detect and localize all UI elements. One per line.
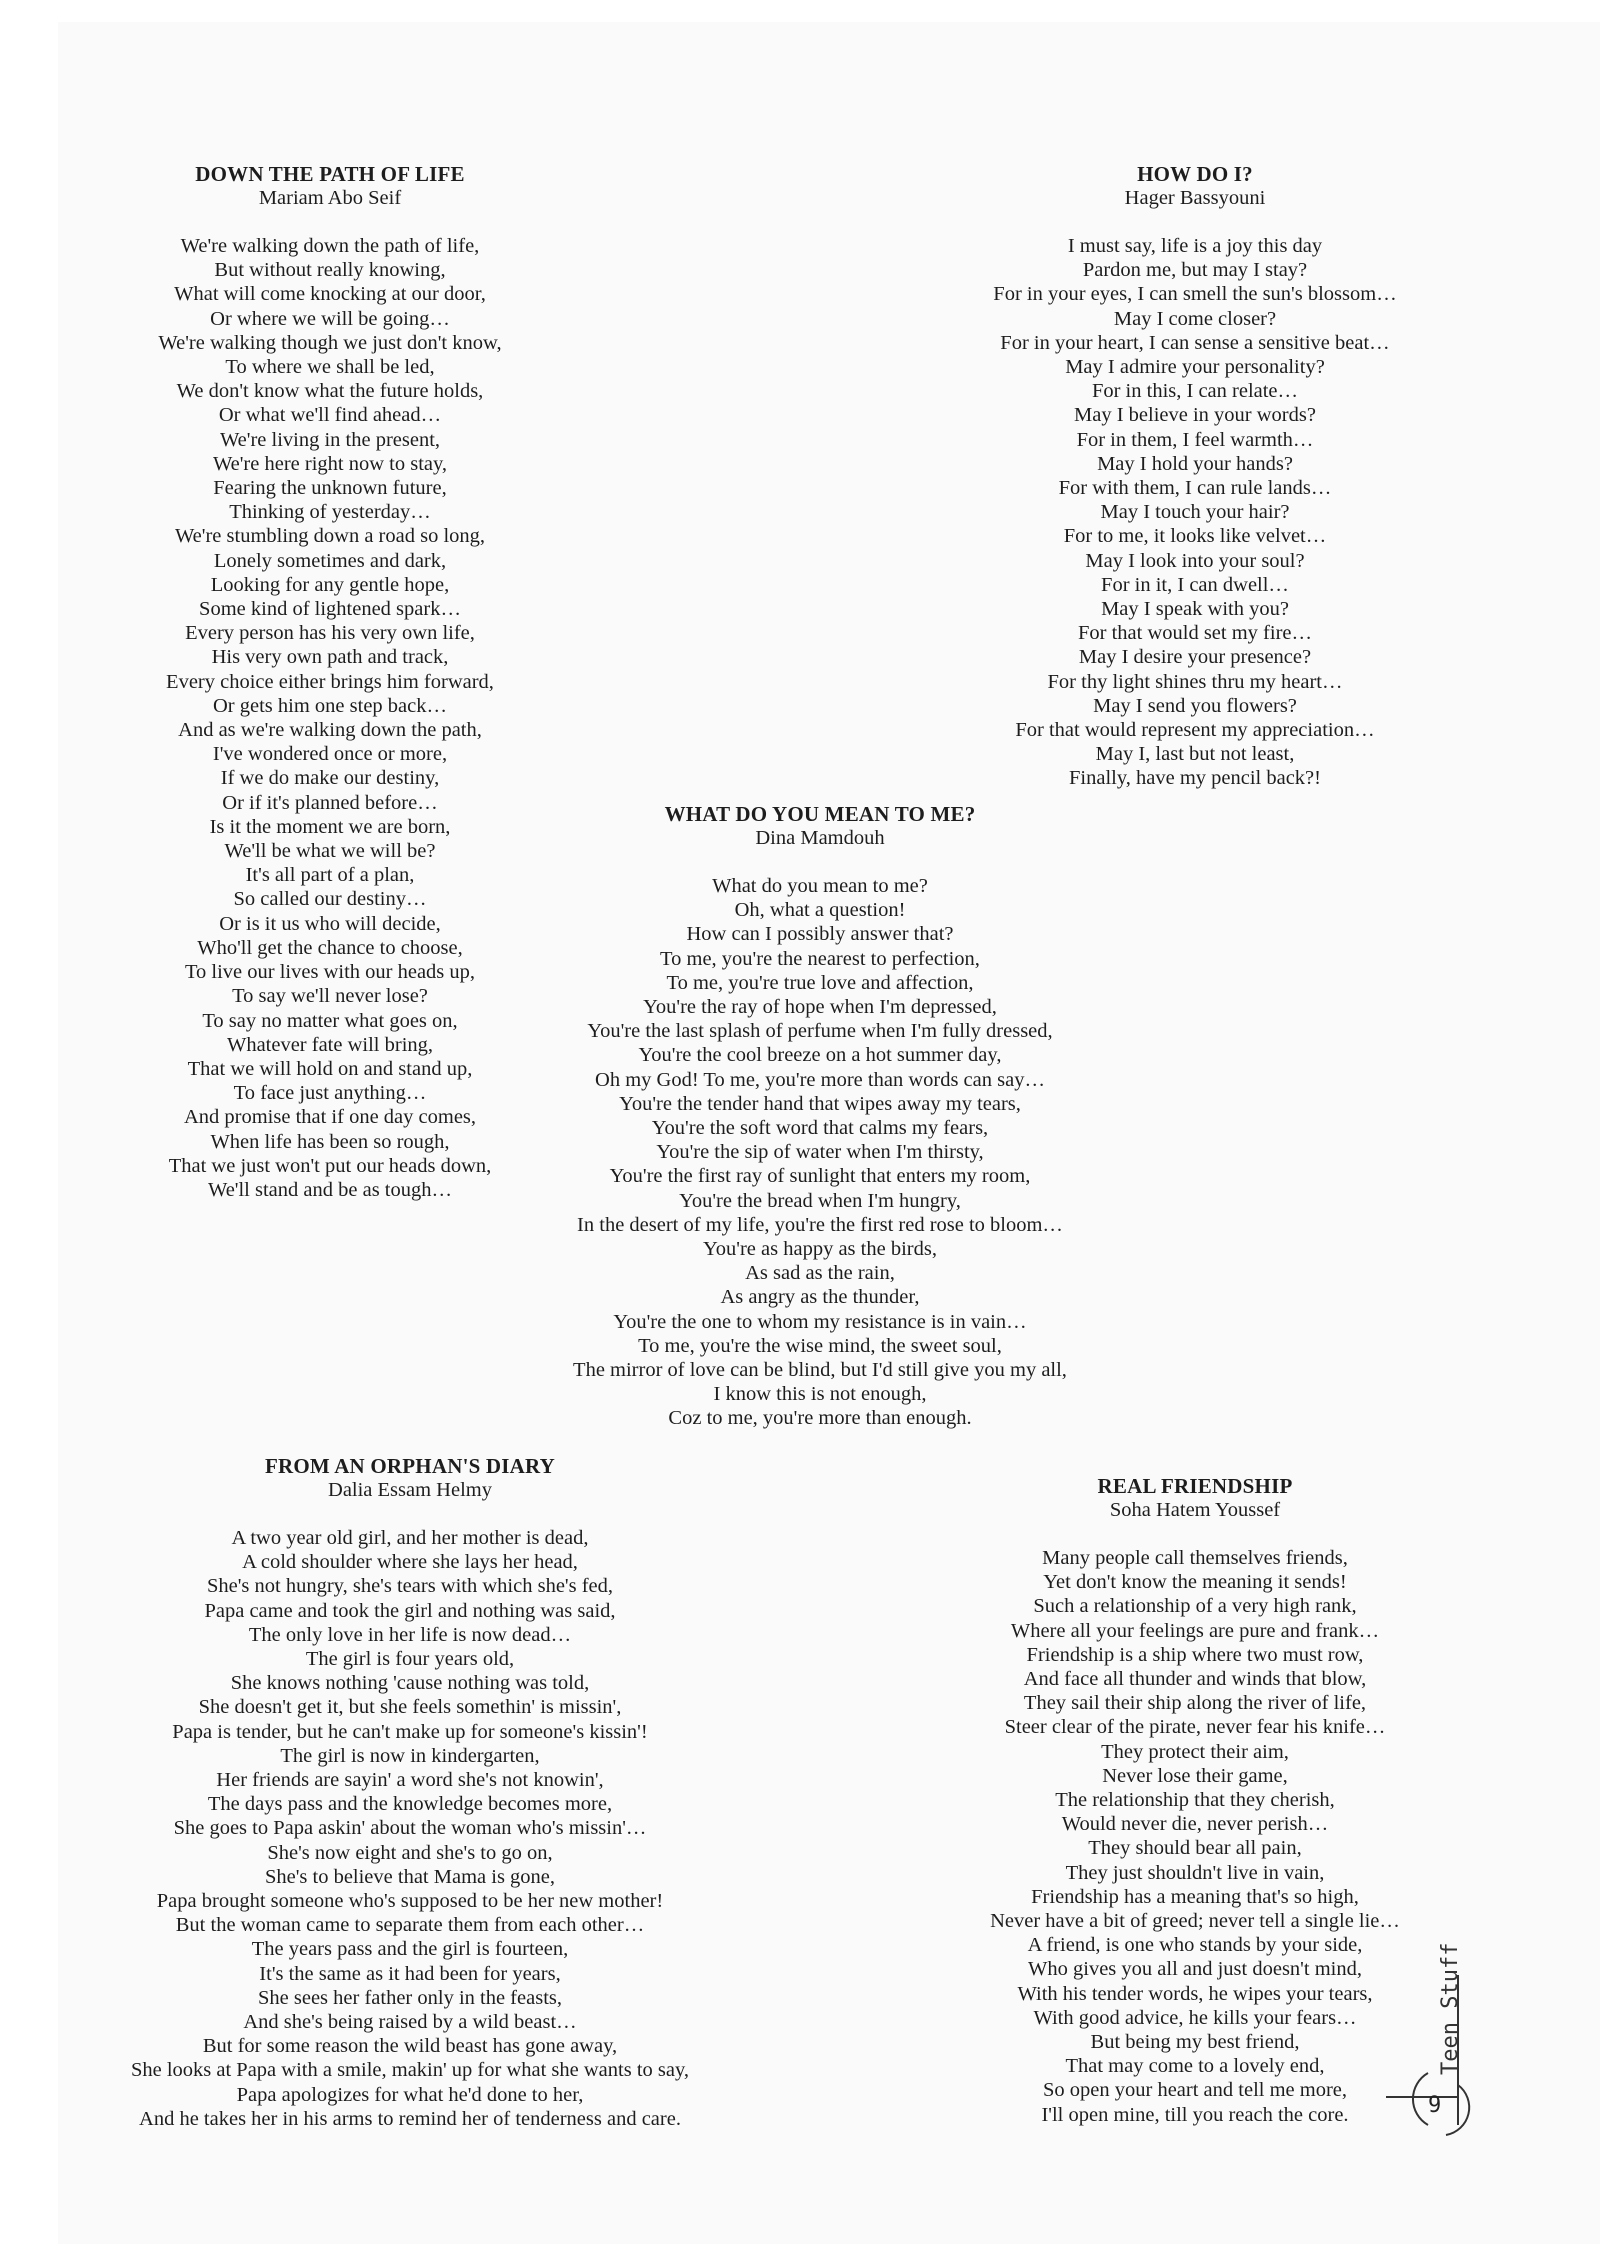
poem-line: Such a relationship of a very high rank, — [1033, 1595, 1357, 1618]
poem-line: With good advice, he kills your fears… — [1033, 2006, 1357, 2029]
poem-line: Papa came and took the girl and nothing was said, — [204, 1599, 616, 1622]
poem-line: Friendship is a ship where two must row, — [1026, 1643, 1364, 1666]
poem-line: That may come to a lovely end, — [1065, 2055, 1325, 2078]
poem-line: Or if it's planned before… — [222, 791, 438, 814]
poem-title: REAL FRIENDSHIP — [1097, 1474, 1293, 1498]
poem-line: Papa brought someone who's supposed to be her new mother! — [156, 1890, 664, 1913]
poem-line: Fearing the unknown future, — [213, 477, 447, 500]
poem-line: Never lose their game, — [1102, 1764, 1288, 1787]
poem-line: You're as happy as the birds, — [703, 1238, 937, 1261]
poem-line: And as we're walking down the path, — [178, 719, 482, 742]
poem-line: As sad as the rain, — [745, 1262, 895, 1285]
poem-line: May I look into your soul? — [1085, 549, 1305, 572]
poem-line: You're the cool breeze on a hot summer day, — [638, 1044, 1002, 1067]
poem-line: To me, you're the wise mind, the sweet soul, — [638, 1334, 1002, 1357]
poem-line: Or gets him one step back… — [213, 694, 447, 717]
poem-line: You're the soft word that calms my fears, — [651, 1117, 989, 1140]
poem-line: Every choice either brings him forward, — [166, 670, 494, 693]
poem-line: Coz to me, you're more than enough. — [668, 1407, 972, 1430]
poem-line: I'll open mine, till you reach the core. — [1041, 2103, 1349, 2126]
poem-line: We're living in the present, — [219, 428, 441, 451]
poem-line: For in this, I can relate… — [1091, 380, 1299, 403]
poem-line: Who'll get the chance to choose, — [197, 936, 463, 959]
poem-line: May I admire your personality? — [1065, 356, 1325, 379]
poem-line: That we just won't put our heads down, — [168, 1154, 492, 1177]
poem-line: We're here right now to stay, — [212, 452, 448, 475]
poem-author: Dina Mamdouh — [755, 827, 885, 849]
poem-line: The mirror of love can be blind, but I'd still give you my all, — [573, 1359, 1067, 1382]
poem-line: Steer clear of the pirate, never fear his knife… — [1004, 1716, 1386, 1739]
poem-line: May I, last but not least, — [1095, 743, 1295, 766]
poem-line: It's all part of a plan, — [245, 864, 415, 887]
poem-line: Papa is tender, but he can't make up for someone's kissin'! — [172, 1720, 648, 1743]
poem-line: When life has been so rough, — [210, 1130, 450, 1153]
poem-line: You're the ray of hope when I'm depressed, — [643, 996, 997, 1019]
poem-line: Oh my God! To me, you're more than words can say… — [595, 1068, 1045, 1091]
poem-line: Whatever fate will bring, — [226, 1033, 434, 1056]
poem-line: To me, you're true love and affection, — [666, 971, 974, 994]
poem-line: Finally, have my pencil back?! — [1069, 767, 1321, 790]
poem-lines — [110, 234, 550, 1202]
poem-line: For that would represent my appreciation… — [1015, 719, 1375, 742]
poem-line: May I speak with you? — [1101, 598, 1289, 621]
poem-line: To say no matter what goes on, — [202, 1009, 458, 1032]
poem-line: For in it, I can dwell… — [1101, 573, 1289, 596]
poem-line: Every person has his very own life, — [185, 622, 475, 645]
poem-line: For thy light shines thru my heart… — [1047, 670, 1343, 693]
section-label: Teen Stuff — [1438, 1942, 1463, 2075]
poem-lines — [915, 234, 1475, 791]
poem-line: To me, you're the nearest to perfection, — [660, 947, 980, 970]
poem-line: So open your heart and tell me more, — [1043, 2079, 1347, 2102]
poem-line: Many people call themselves friends, — [1042, 1547, 1348, 1569]
poem-line: With his tender words, he wipes your tears, — [1017, 1982, 1373, 2005]
poem-line: May I hold your hands? — [1097, 452, 1293, 475]
poem-line: To face just anything… — [233, 1082, 427, 1105]
poem-line: We're stumbling down a road so long, — [174, 525, 486, 548]
poem-line: May I send you flowers? — [1093, 694, 1297, 717]
poem-line: She goes to Papa askin' about the woman who's missin'… — [173, 1817, 647, 1840]
poem-line: A friend, is one who stands by your side, — [1027, 1934, 1363, 1957]
poem-line: Looking for any gentle hope, — [210, 573, 450, 596]
page-number: 9 — [1428, 2093, 1442, 2118]
poem-line: That we will hold on and stand up, — [187, 1057, 473, 1080]
poem-line: They just shouldn't live in vain, — [1065, 1861, 1325, 1884]
poem-line: May I desire your presence? — [1078, 646, 1312, 669]
poem-line: She doesn't get it, but she feels somethin' is missin', — [198, 1696, 622, 1719]
poem-line: For in your heart, I can sense a sensitive beat… — [1000, 331, 1390, 354]
poem-line: So called our destiny… — [233, 888, 427, 911]
poem-line: Pardon me, but may I stay? — [1082, 259, 1308, 282]
poem-line: Never have a bit of greed; never tell a single lie… — [990, 1910, 1400, 1933]
poem-line: It's the same as it had been for years, — [259, 1962, 561, 1985]
poem-line: We're walking down the path of life, — [180, 235, 480, 257]
poem-line: Yet don't know the meaning it sends! — [1043, 1571, 1347, 1594]
poem-lines — [100, 1526, 720, 2131]
poem-line: She sees her father only in the feasts, — [258, 1986, 562, 2009]
poem-line: What will come knocking at our door, — [174, 283, 486, 306]
poem-line: Oh, what a question! — [734, 899, 906, 922]
poem-line: Papa apologizes for what he'd done to her, — [236, 2083, 584, 2106]
poem-line: She's now eight and she's to go on, — [267, 1841, 553, 1864]
poem-line: A two year old girl, and her mother is dead, — [231, 1527, 589, 1549]
poem-line: Or where we will be going… — [210, 307, 450, 330]
poem-line: Who gives you all and just doesn't mind, — [1028, 1958, 1362, 1981]
poem-line: Where all your feelings are pure and frank… — [1010, 1619, 1380, 1642]
poem-down-the-path-of-life — [110, 162, 550, 1202]
poem-line: But without really knowing, — [214, 259, 446, 282]
poem-line: Lonely sometimes and dark, — [213, 549, 447, 572]
poem-line: I've wondered once or more, — [212, 743, 448, 766]
poem-line: What do you mean to me? — [712, 875, 928, 897]
poem-line: To say we'll never lose? — [232, 985, 428, 1008]
poem-line: For to me, it looks like velvet… — [1063, 525, 1327, 548]
poem-line: Would never die, never perish… — [1061, 1813, 1329, 1836]
poem-line: To where we shall be led, — [225, 356, 435, 379]
poem-line: The girl is now in kindergarten, — [280, 1744, 540, 1767]
poem-line: The girl is four years old, — [305, 1648, 515, 1671]
poem-line: I must say, life is a joy this day — [1067, 235, 1323, 257]
poem-line: Or is it us who will decide, — [219, 912, 441, 935]
poem-line: For with them, I can rule lands… — [1058, 477, 1332, 500]
poem-line: A cold shoulder where she lays her head, — [242, 1551, 578, 1574]
poem-how-do-i — [915, 162, 1475, 791]
poem-line: I know this is not enough, — [713, 1383, 927, 1406]
poem-line: She looks at Papa with a smile, makin' up for what she wants to say, — [130, 2059, 690, 2082]
poem-author: Hager Bassyouni — [1124, 187, 1266, 209]
poem-line: But for some reason the wild beast has gone away, — [202, 2035, 618, 2058]
poem-line: And she's being raised by a wild beast… — [243, 2011, 577, 2034]
poem-title: HOW DO I? — [1137, 162, 1253, 186]
poem-line: The relationship that they cherish, — [1055, 1789, 1335, 1812]
poem-line: But being my best friend, — [1090, 2031, 1300, 2054]
poem-author: Soha Hatem Youssef — [1109, 1499, 1281, 1521]
poem-title: WHAT DO YOU MEAN TO ME? — [664, 802, 976, 826]
poem-line: She knows nothing 'cause nothing was told, — [230, 1672, 590, 1695]
poem-line: Friendship has a meaning that's so high, — [1031, 1885, 1359, 1908]
poem-lines — [520, 874, 1120, 1431]
poem-line: As angry as the thunder, — [720, 1286, 920, 1309]
poem-line: You're the first ray of sunlight that enters my room, — [609, 1165, 1031, 1188]
poem-line: May I come closer? — [1113, 307, 1277, 330]
poem-line: May I believe in your words? — [1074, 404, 1316, 427]
poem-line: His very own path and track, — [211, 646, 449, 669]
poem-line: For in your eyes, I can smell the sun's blossom… — [993, 283, 1397, 306]
poem-line: But the woman came to separate them from each other… — [175, 1914, 645, 1937]
poem-line: They protect their aim, — [1101, 1740, 1289, 1763]
poem-line: And he takes her in his arms to remind her of tenderness and care. — [139, 2107, 681, 2130]
poem-line: Or what we'll find ahead… — [218, 404, 442, 427]
poem-line: Thinking of yesterday… — [229, 501, 431, 524]
poem-line: We're walking though we just don't know, — [158, 331, 502, 354]
poem-line: They should bear all pain, — [1088, 1837, 1302, 1860]
poem-line: You're the bread when I'm hungry, — [679, 1189, 961, 1212]
poem-line: How can I possibly answer that? — [686, 923, 954, 946]
poem-from-an-orphans-diary — [100, 1454, 720, 2131]
poem-title: FROM AN ORPHAN'S DIARY — [264, 1454, 556, 1478]
poem-line: You're the sip of water when I'm thirsty, — [656, 1141, 984, 1164]
poem-line: You're the one to whom my resistance is in vain… — [613, 1310, 1027, 1333]
poem-line: They sail their ship along the river of life, — [1023, 1692, 1367, 1715]
poem-line: For in them, I feel warmth… — [1076, 428, 1314, 451]
poem-line: She's not hungry, she's tears with which she's fed, — [206, 1575, 614, 1598]
poem-line: She's to believe that Mama is gone, — [264, 1865, 556, 1888]
poem-line: If we do make our destiny, — [220, 767, 440, 790]
poem-line: Is it the moment we are born, — [209, 815, 451, 838]
poem-title: DOWN THE PATH OF LIFE — [195, 162, 465, 186]
poem-line: Some kind of lightened spark… — [199, 598, 461, 621]
page-corner-ornament — [1376, 1975, 1496, 2145]
poem-line: In the desert of my life, you're the first red rose to bloom… — [577, 1213, 1063, 1236]
poem-line: To live our lives with our heads up, — [184, 961, 476, 984]
poem-what-do-you-mean-to-me — [520, 802, 1120, 1431]
poem-author: Mariam Abo Seif — [258, 187, 402, 209]
poem-line: You're the last splash of perfume when I'm fully dressed, — [587, 1020, 1053, 1043]
poem-line: We don't know what the future holds, — [176, 380, 484, 403]
poem-author: Dalia Essam Helmy — [328, 1479, 492, 1501]
poem-line: The only love in her life is now dead… — [248, 1623, 572, 1646]
poem-line: And face all thunder and winds that blow, — [1023, 1668, 1367, 1691]
poem-line: The days pass and the knowledge becomes more, — [207, 1793, 613, 1816]
poem-line: Her friends are sayin' a word she's not knowin', — [216, 1769, 604, 1792]
poem-line: The years pass and the girl is fourteen, — [251, 1938, 569, 1961]
poem-line: May I touch your hair? — [1100, 501, 1290, 524]
poem-line: We'll be what we will be? — [224, 840, 436, 863]
poem-line: And promise that if one day comes, — [183, 1106, 477, 1129]
poem-line: We'll stand and be as tough… — [207, 1178, 452, 1201]
poem-line: For that would set my fire… — [1077, 622, 1312, 645]
poem-line: You're the tender hand that wipes away my tears, — [619, 1092, 1021, 1115]
